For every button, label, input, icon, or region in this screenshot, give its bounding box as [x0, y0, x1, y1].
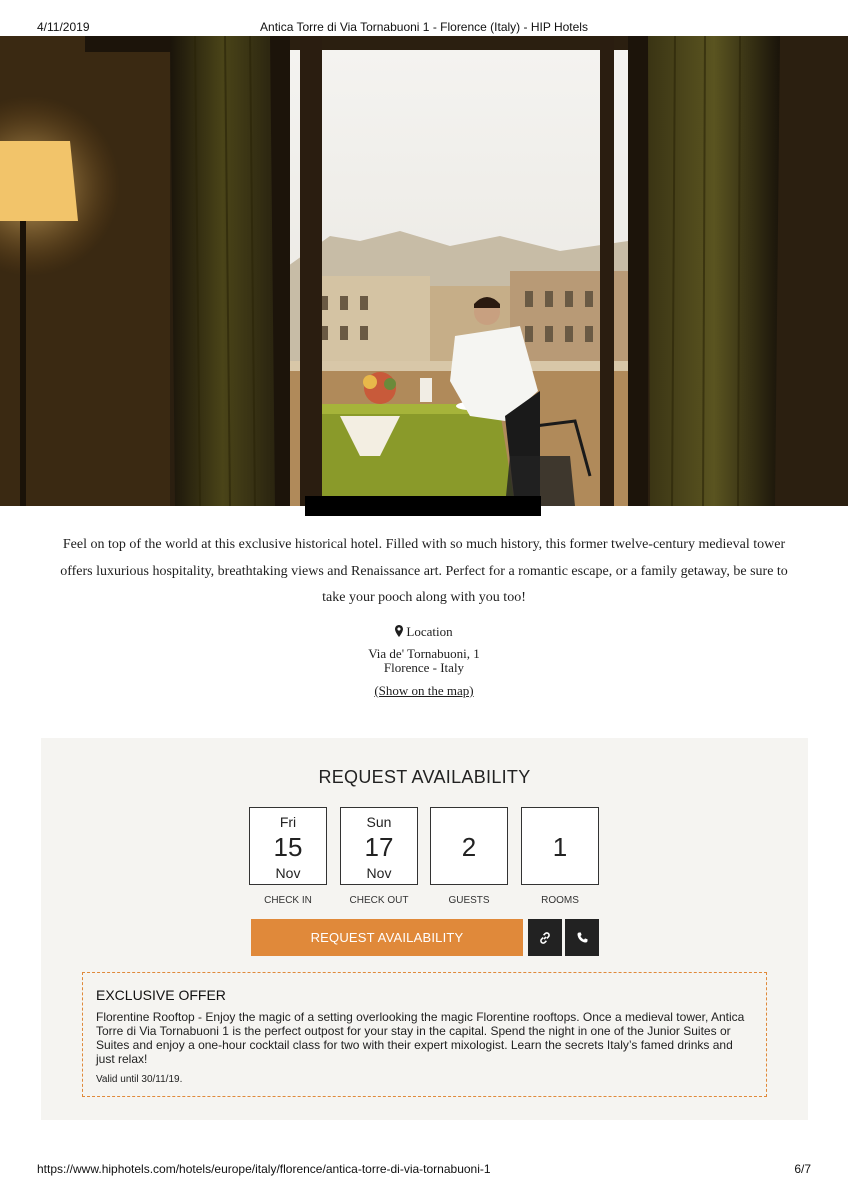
show-on-map-link[interactable]: (Show on the map) — [374, 683, 474, 698]
print-page-number: 6/7 — [794, 1162, 811, 1176]
location-label: Location — [406, 624, 453, 639]
offer-description: Florentine Rooftop - Enjoy the magic of a setting overlooking the magic Florentine rooftops. Once a medieval tower, Antica Torre di Via Tornabuoni 1 is the perfect outpost for your stay in the capital. Spend the night in one of the Junior Suites or Suites and enjoy a one-hour cocktail class for two with their expert mixologist. Learn the secrets Italy’s famed drinks and just relax! — [96, 1010, 745, 1066]
check-out-weekday: Sun — [366, 814, 392, 830]
hero-photo-illustration — [0, 36, 848, 506]
show-on-map-container — [0, 683, 848, 699]
check-in-label: CHECK IN — [264, 895, 312, 906]
check-out-date-picker[interactable] — [340, 807, 418, 885]
request-availability-panel — [41, 738, 808, 1120]
print-title: Antica Torre di Via Tornabuoni 1 - Florence (Italy) - HIP Hotels — [260, 20, 588, 34]
address-line-1: Via de' Tornabuoni, 1 — [368, 646, 480, 661]
check-in-month: Nov — [275, 865, 301, 881]
call-button[interactable] — [565, 919, 599, 956]
hotel-description: Feel on top of the world at this exclusive historical hotel. Filled with so much history, this former twelve-century medieval tower offers luxurious hospitality, breathtaking views and Renaissance art. Perfect for a romantic escape, or a family getaway, be sure to take your pooch along with you too! — [60, 537, 788, 605]
availability-title: REQUEST AVAILABILITY — [318, 767, 531, 787]
share-link-button[interactable] — [528, 919, 562, 956]
rooms-value: 1 — [552, 832, 568, 862]
check-in-date-picker[interactable] — [249, 807, 327, 885]
print-date: 4/11/2019 — [37, 20, 90, 34]
check-in-weekday: Fri — [279, 814, 297, 830]
offer-title: EXCLUSIVE OFFER — [96, 987, 226, 1003]
location-heading — [0, 624, 848, 640]
address-line-2: Florence - Italy — [383, 660, 465, 675]
hero-caption-bar — [305, 496, 541, 516]
phone-icon — [577, 932, 588, 943]
print-url: https://www.hiphotels.com/hotels/europe/italy/florence/antica-torre-di-via-tornabuoni-1 — [37, 1162, 491, 1176]
hero-image — [0, 36, 848, 506]
guests-label: GUESTS — [448, 895, 490, 906]
rooms-label: ROOMS — [541, 895, 579, 906]
guests-value: 2 — [461, 832, 477, 862]
address — [0, 647, 848, 675]
map-pin-icon — [395, 625, 403, 637]
request-availability-button[interactable]: REQUEST AVAILABILITY — [251, 919, 523, 956]
check-in-day: 15 — [273, 832, 303, 862]
check-out-month: Nov — [366, 865, 392, 881]
check-out-label: CHECK OUT — [349, 895, 409, 906]
guests-selector[interactable] — [430, 807, 508, 885]
print-header — [0, 0, 848, 36]
offer-validity: Valid until 30/11/19. — [96, 1074, 183, 1085]
check-out-day: 17 — [364, 832, 394, 862]
link-icon — [539, 932, 551, 944]
rooms-selector[interactable] — [521, 807, 599, 885]
exclusive-offer-box — [82, 972, 767, 1097]
